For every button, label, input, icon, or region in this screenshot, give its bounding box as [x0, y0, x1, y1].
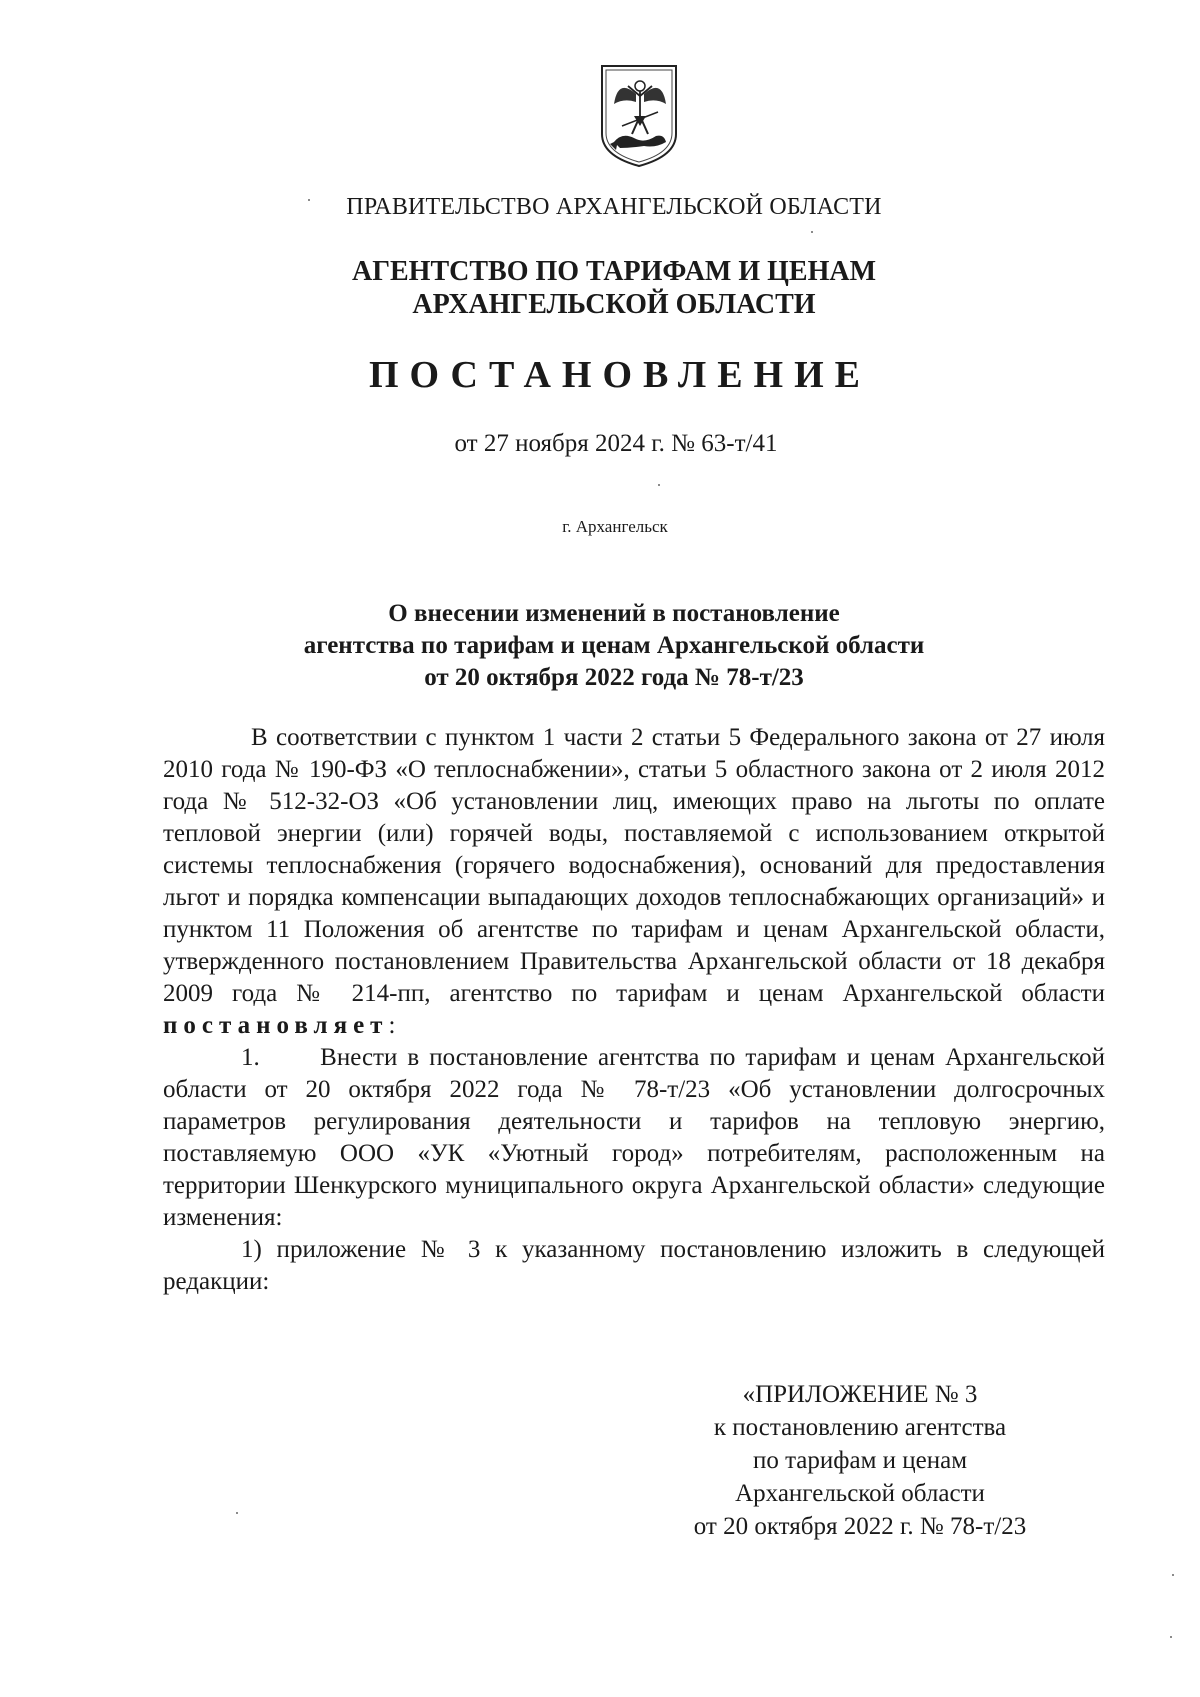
appendix-heading — [640, 1378, 1080, 1543]
scan-speck — [658, 484, 660, 486]
appendix-line1: «ПРИЛОЖЕНИЕ № 3 — [742, 1381, 978, 1408]
subitem-1-text: 1) приложение № 3 к указанному постановлению изложить в следующей редакции: — [163, 1236, 1105, 1295]
document-body — [163, 722, 1105, 1298]
item-1-number: 1. — [241, 1044, 260, 1071]
document-type-title: ПОСТАНОВЛЕНИЕ — [368, 354, 872, 396]
scan-speck — [308, 199, 310, 201]
scan-speck — [1172, 1574, 1174, 1576]
scan-speck — [236, 1512, 238, 1514]
subject-line2: агентства по тарифам и ценам Архангельской области — [303, 632, 925, 659]
appendix-line3: по тарифам и ценам — [752, 1447, 968, 1474]
document-subject — [0, 598, 1200, 694]
item-1-text: Внести в постановление агентства по тарифам и ценам Архангельской области от 20 октября 2022 года № 78-т/23 «Об установлении долгосрочных параметров регулирования деятельности и тарифов на тепловую энергию, поставляемую ООО «УК «Уютный город» потребителям, расположенным на территории Шенкурского муниципального округа Архангельской области» следующие изменения: — [163, 1044, 1106, 1231]
preamble-text: В соответствии с пунктом 1 части 2 статьи 5 Федерального закона от 27 июля 2010 года № 190-ФЗ «О теплоснабжении», статьи 5 областного закона от 2 июля 2012 года № 512-32-ОЗ «Об установлении лиц, имеющих право на льготы по оплате тепловой энергии (или) горячей воды, поставляемой с использованием открытой системы теплоснабжения (горячего водоснабжения), оснований для предоставления льгот и порядка компенсации выпадающих доходов теплоснабжающих организаций» и пунктом 11 Положения об агентстве по тарифам и ценам Архангельской области, утвержденного постановлением Правительства Архангельской области от 18 декабря 2009 года № 214-пп, агентство по тарифам и ценам Архангельской области — [163, 724, 1105, 1007]
subitem-1-paragraph — [163, 1234, 1105, 1298]
document-city: г. Архангельск — [562, 517, 668, 536]
subject-line1: О внесении изменений в постановление — [388, 600, 840, 627]
coat-of-arms-icon — [600, 64, 678, 168]
scan-speck — [811, 231, 813, 233]
document-date-number: от 27 ноября 2024 г. № 63-т/41 — [454, 430, 778, 457]
agency-name — [0, 255, 1200, 321]
appendix-line4: Архангельской области — [735, 1480, 985, 1507]
agency-name-line1: АГЕНТСТВО ПО ТАРИФАМ И ЦЕНАМ — [351, 256, 877, 287]
preamble-paragraph — [163, 722, 1105, 1042]
subject-line3: от 20 октября 2022 года № 78-т/23 — [424, 664, 804, 691]
appendix-line5: от 20 октября 2022 г. № 78-т/23 — [693, 1513, 1027, 1540]
scan-speck — [1170, 1636, 1172, 1638]
agency-name-line2: АРХАНГЕЛЬСКОЙ ОБЛАСТИ — [412, 289, 816, 320]
government-name: ПРАВИТЕЛЬСТВО АРХАНГЕЛЬСКОЙ ОБЛАСТИ — [346, 194, 882, 220]
appendix-line2: к постановлению агентства — [713, 1414, 1007, 1441]
resolves-word: постановляет — [163, 1012, 389, 1039]
preamble-colon: : — [388, 1012, 396, 1039]
item-1-paragraph — [163, 1042, 1105, 1234]
